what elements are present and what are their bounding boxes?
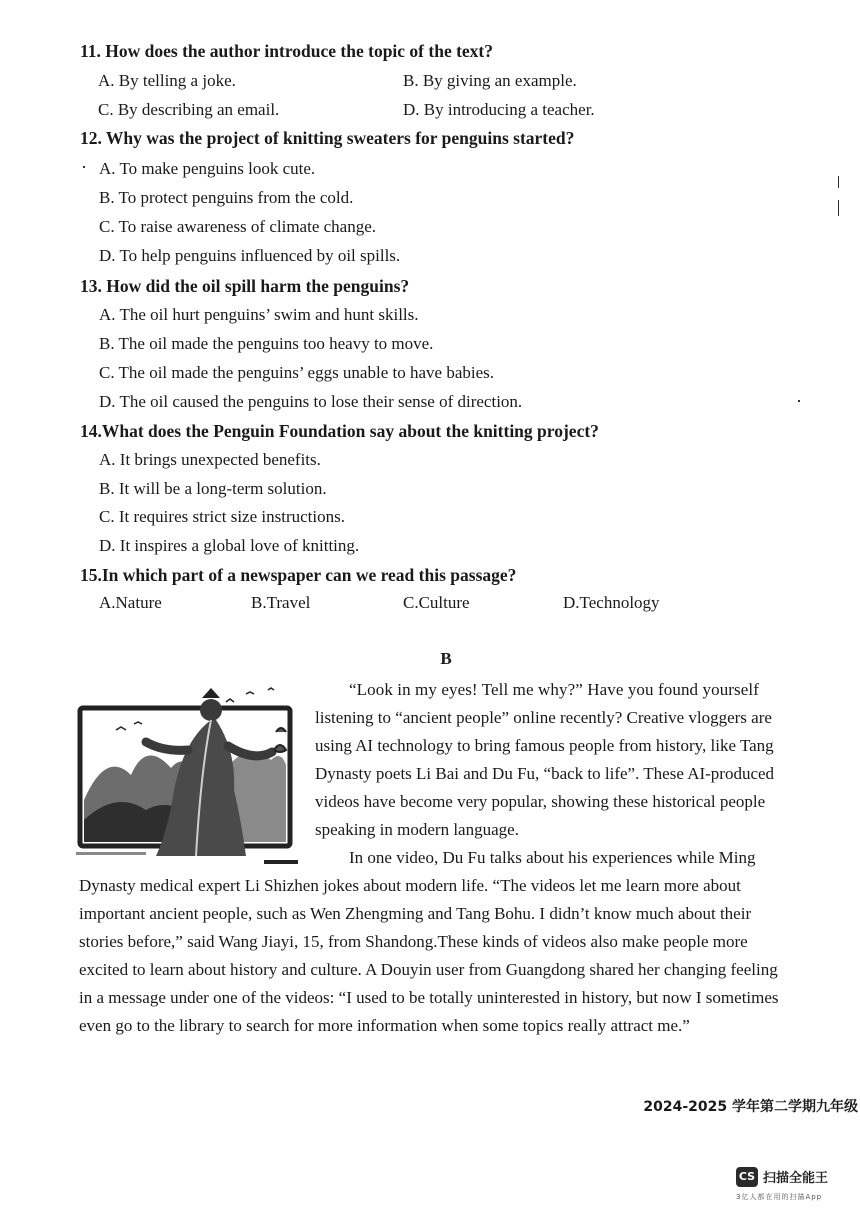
question-14-stem: 14.What does the Penguin Foundation say about the knitting project? [80, 421, 599, 441]
question-13-option-d: D. The oil caused the penguins to lose their sense of direction. [99, 392, 523, 411]
paragraph-1-line: using AI technology to bring famous people from history, like Tang [315, 736, 774, 755]
question-11-option-c: C. By describing an email. [98, 100, 280, 119]
question-15-stem: 15.In which part of a newspaper can we read this passage? [80, 565, 517, 585]
scan-speck [838, 176, 839, 188]
question-13-option-c: C. The oil made the penguins’ eggs unable to have babies. [99, 363, 494, 382]
question-13-option-a: A. The oil hurt penguins’ swim and hunt skills. [99, 305, 419, 324]
question-15-option-b: B.Travel [251, 593, 311, 612]
scanner-watermark [736, 1166, 842, 1206]
scan-speck [838, 200, 839, 216]
paragraph-2-line: In one video, Du Fu talks about his experiences while Ming [349, 848, 756, 867]
paragraph-1-line: speaking in modern language. [315, 820, 519, 839]
question-11-option-b: B. By giving an example. [403, 71, 577, 90]
question-14-option-c: C. It requires strict size instructions. [99, 507, 345, 526]
paragraph-2-line: excited to learn about history and culture. A Douyin user from Guangdong shared her changing feeling [79, 960, 778, 979]
question-13-option-b: B. The oil made the penguins too heavy to move. [99, 334, 434, 353]
passage-b-paragraph-2 [79, 844, 831, 1040]
scan-speck [83, 166, 85, 168]
section-b-title: B [440, 649, 452, 668]
question-12-option-a: A. To make penguins look cute. [99, 159, 316, 178]
scan-speck [798, 400, 800, 402]
paragraph-2-line: Dynasty medical expert Li Shizhen jokes about modern life. “The videos let me learn more about [79, 876, 741, 895]
question-13-stem: 13. How did the oil spill harm the penguins? [80, 276, 410, 296]
paragraph-1-line: Dynasty poets Li Bai and Du Fu, “back to life”. These AI-produced [315, 764, 775, 783]
question-12-stem: 12. Why was the project of knitting sweaters for penguins started? [80, 128, 575, 148]
paragraph-1-line: listening to “ancient people” online recently? Creative vloggers are [315, 708, 772, 727]
question-15-option-d: D.Technology [563, 593, 660, 612]
question-12-option-c: C. To raise awareness of climate change. [99, 217, 376, 236]
question-14-option-a: A. It brings unexpected benefits. [99, 450, 321, 469]
passage-b-paragraph-1 [315, 676, 828, 844]
paragraph-2-line: stories before,” said Wang Jiayi, 15, from Shandong.These kinds of videos also make people more [79, 932, 748, 951]
question-14-option-d: D. It inspires a global love of knitting. [99, 536, 360, 555]
paragraph-1-line: videos have become very popular, showing these historical people [315, 792, 766, 811]
ancient-poet-illustration [76, 680, 306, 870]
scanner-app-name: 扫描全能王 [763, 1171, 829, 1186]
question-11-stem: 11. How does the author introduce the topic of the text? [80, 41, 494, 61]
question-12-option-b: B. To protect penguins from the cold. [99, 188, 354, 207]
paragraph-2-line: in a message under one of the videos: “I used to be totally uninterested in history, but now I sometimes [79, 988, 779, 1007]
paragraph-2-line: important ancient people, such as Wen Zhengming and Tang Bohu. I didn’t know much about their [79, 904, 752, 923]
question-14-option-b: B. It will be a long-term solution. [99, 479, 327, 498]
scanner-tagline: 3亿人都在用的扫描App [736, 1193, 823, 1201]
camscanner-logo-icon: CS [736, 1167, 758, 1187]
question-11-option-a: A. By telling a joke. [98, 71, 236, 90]
question-11-option-d: D. By introducing a teacher. [403, 100, 595, 119]
paragraph-2-line: even go to the library to search for more information when some topics really attract me.” [79, 1016, 690, 1035]
question-15-option-a: A.Nature [99, 593, 162, 612]
exam-footer-label: 2024-2025 学年第二学期九年级 [643, 1099, 858, 1115]
question-15-option-c: C.Culture [403, 593, 470, 612]
paragraph-1-line: “Look in my eyes! Tell me why?” Have you found yourself [349, 680, 759, 699]
question-12-option-d: D. To help penguins influenced by oil spills. [99, 246, 401, 265]
